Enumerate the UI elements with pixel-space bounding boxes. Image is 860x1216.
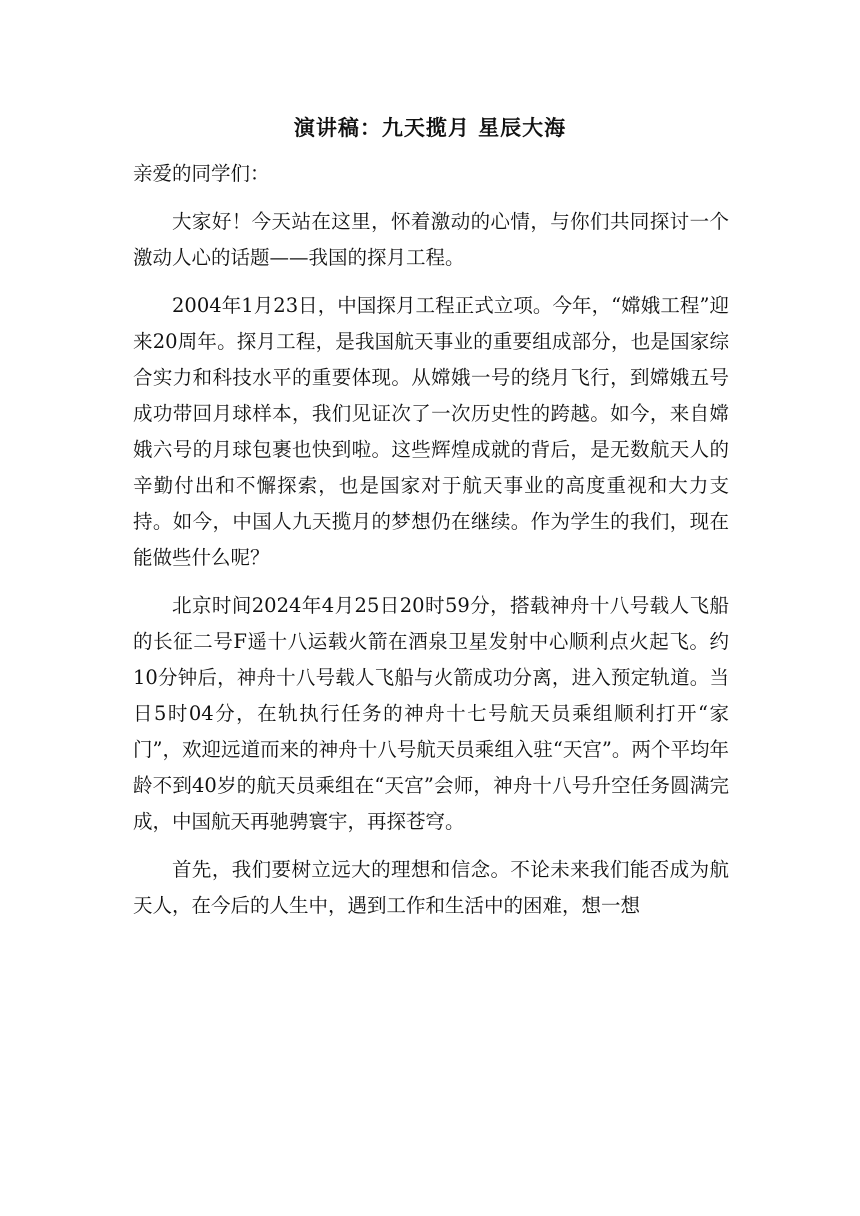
- page-title: 演讲稿：九天揽月 星辰大海: [293, 115, 567, 140]
- paragraph-greeting: 大家好！今天站在这里，怀着激动的心情，与你们共同探讨一个激动人心的话题——我国的探月工程。: [133, 210, 729, 269]
- salutation: 亲爱的同学们：: [133, 162, 270, 185]
- paragraph-shenzhou-18: 北京时间2024年4月25日20时59分，搭载神舟十八号载人飞船的长征二号F遥十八运载火箭在酒泉卫星发射中心顺利点火起飞。约10分钟后，神舟十八号载人飞船与火箭成功分离，进入预定轨道。当日5时04分，在轨执行任务的神舟十七号航天员乘组顺利打开“家门”，欢迎远道而来的神舟十八号航天员乘组入驻“天宫”。两个平均年龄不到40岁的航天员乘组在“天宫”会师，神舟十八号升空任务圆满完成，中国航天再驰骋寰宇，再探苍穹。: [133, 594, 729, 833]
- paragraph-ideals: 首先，我们要树立远大的理想和信念。不论未来我们能否成为航天人，在今后的人生中，遇到工作和生活中的困难，想一想: [133, 858, 729, 917]
- paragraph-lunar-program: 2004年1月23日，中国探月工程正式立项。今年，“嫦娥工程”迎来20周年。探月工程，是我国航天事业的重要组成部分，也是国家综合实力和科技水平的重要体现。从嫦娥一号的绕月飞行，到嫦娥五号成功带回月球样本，我们见证次了一次历史性的跨越。如今，来自嫦娥六号的月球包裹也快到啦。这些辉煌成就的背后，是无数航天人的辛勤付出和不懈探索，也是国家对于航天事业的高度重视和大力支持。如今，中国人九天揽月的梦想仍在继续。作为学生的我们，现在能做些什么呢？: [133, 294, 729, 569]
- speech-body: [133, 156, 729, 936]
